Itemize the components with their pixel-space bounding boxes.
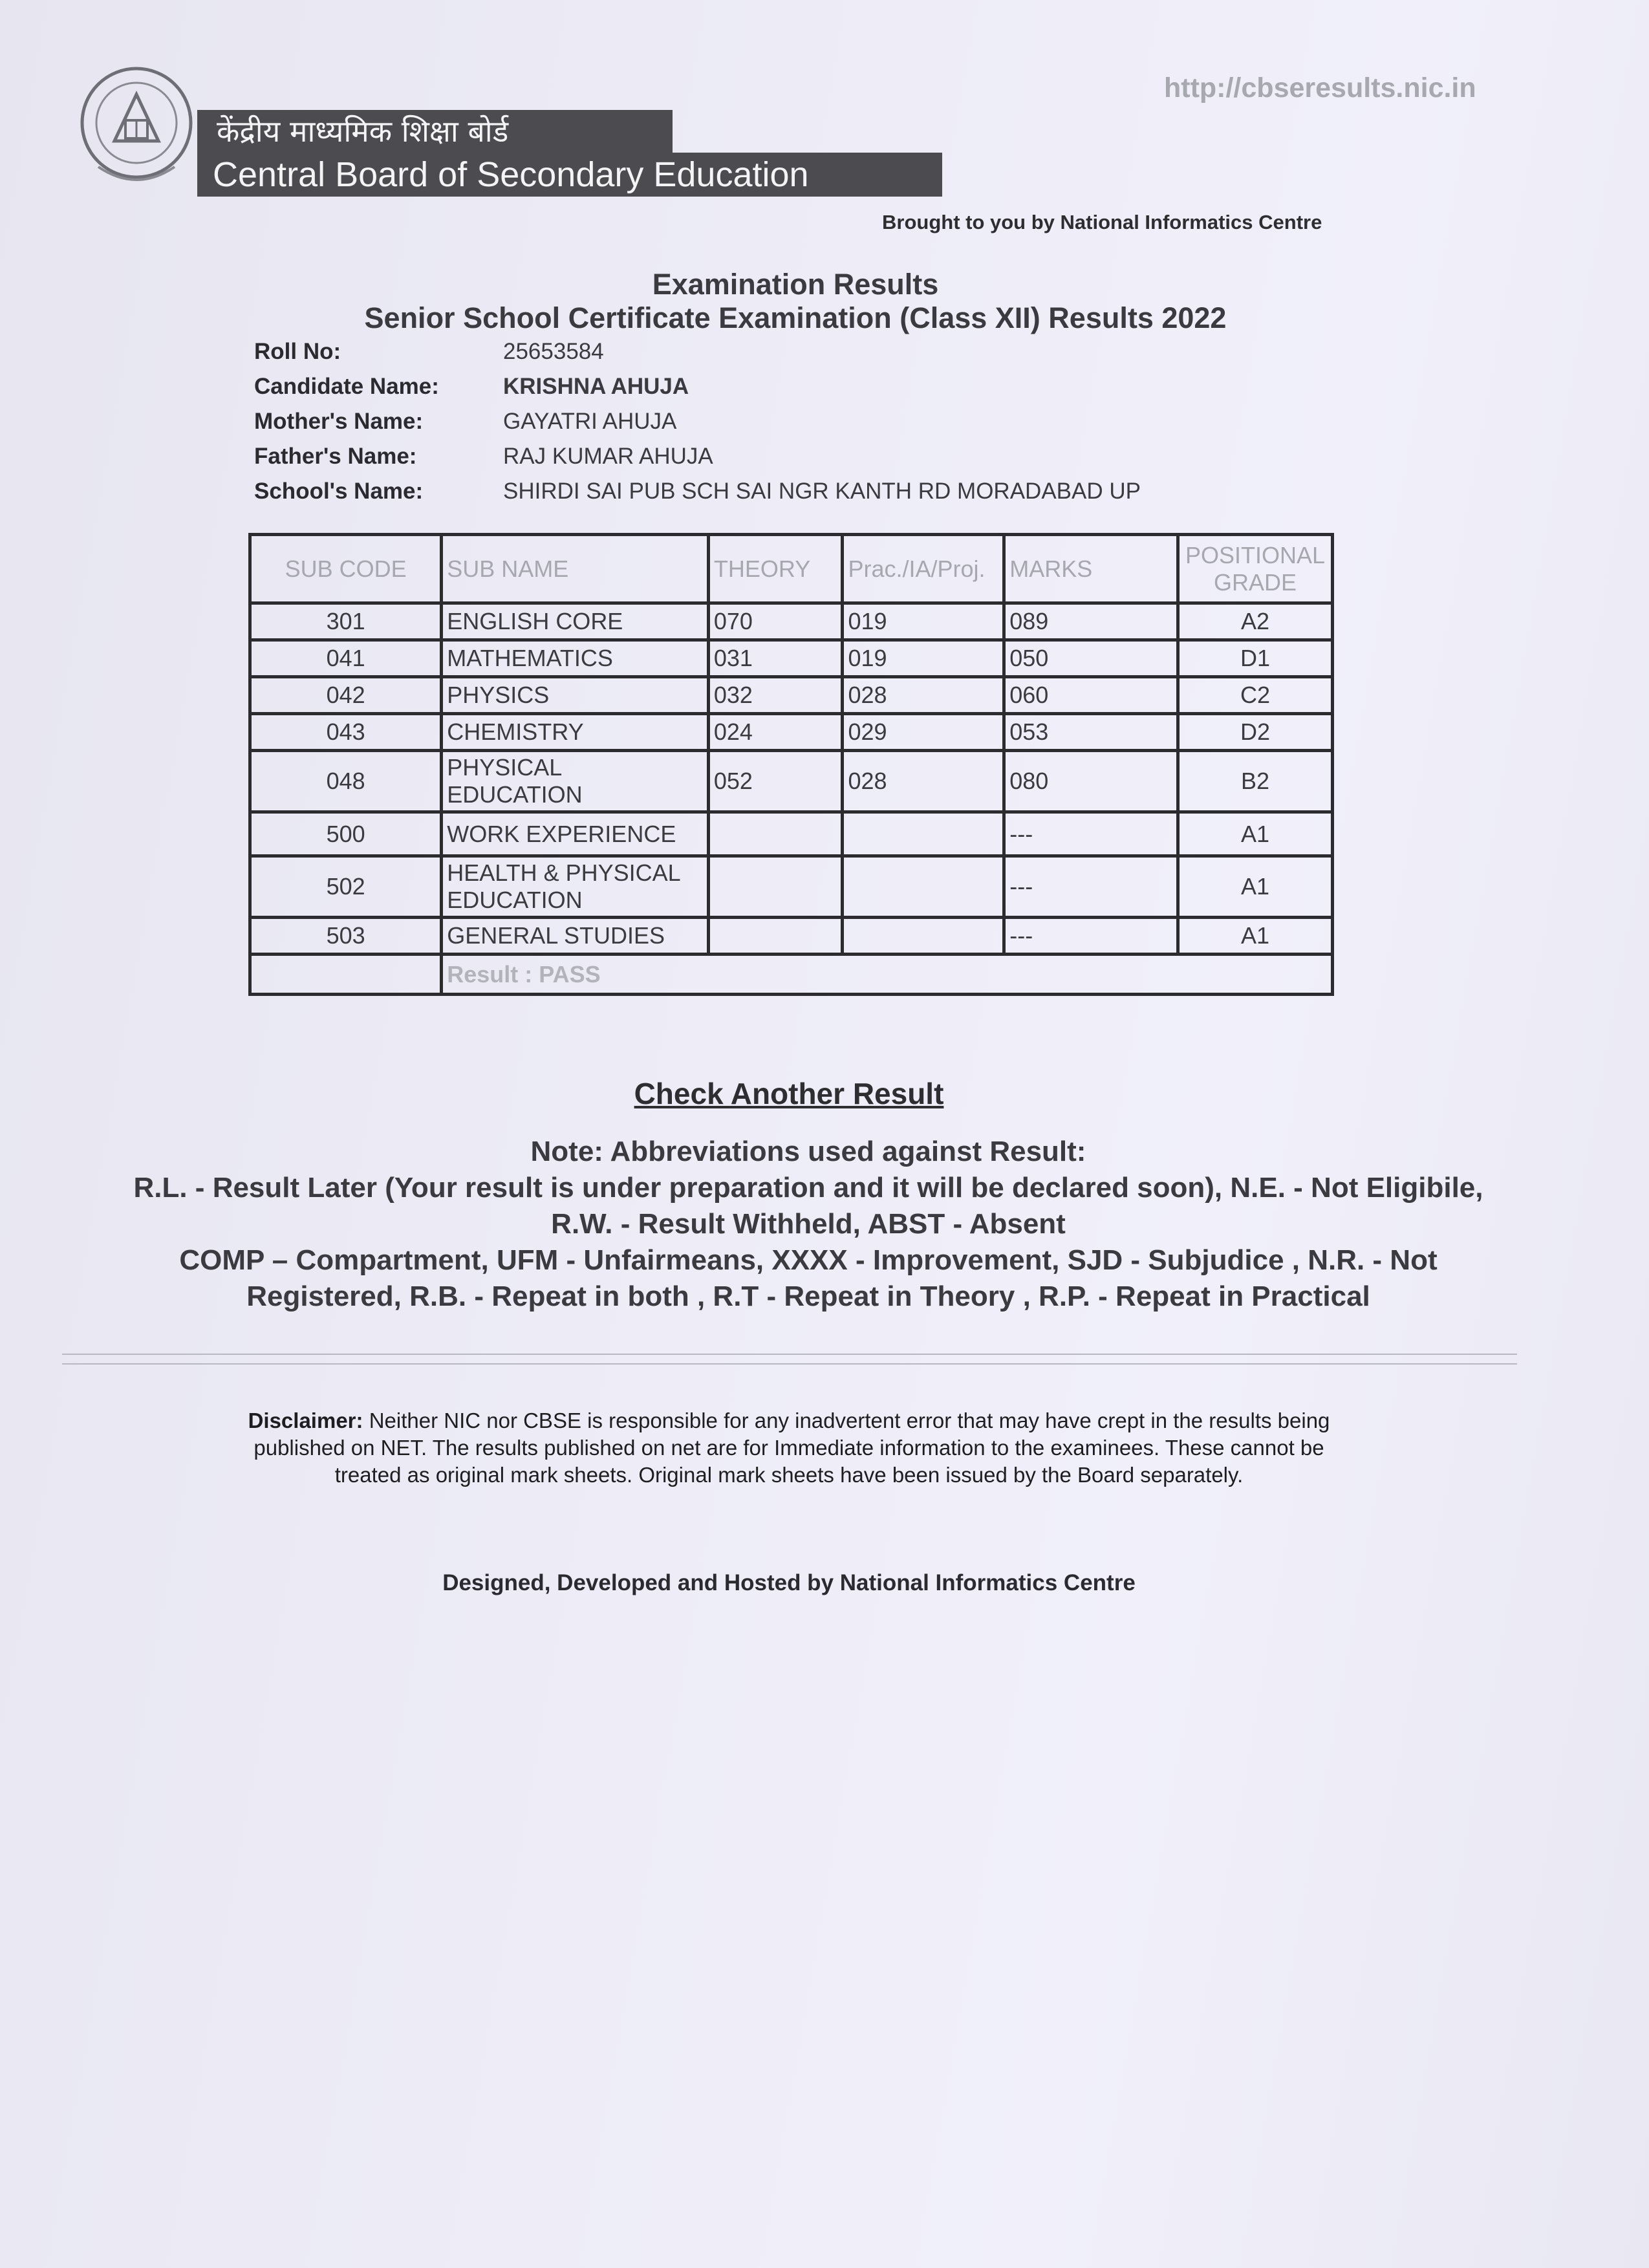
sub-code: 503 <box>250 918 442 955</box>
result-blank-cell <box>250 955 442 995</box>
header-theory: THEORY <box>708 535 843 603</box>
note-line: R.L. - Result Later (Your result is under preparation and it will be declared soon), N.E. - Not Eligibile, <box>133 1172 1483 1204</box>
total-marks: 080 <box>1004 751 1178 812</box>
grade: A1 <box>1178 918 1333 955</box>
table-row <box>250 856 1333 918</box>
marks-table <box>248 533 1334 996</box>
candidate-name-label: Candidate Name: <box>254 374 439 399</box>
theory-marks <box>708 812 843 856</box>
board-name-english: Central Board of Secondary Education <box>197 153 942 197</box>
header-positional-grade: POSITIONAL GRADE <box>1178 535 1333 603</box>
sub-name: CHEMISTRY <box>442 714 709 751</box>
total-marks: 089 <box>1004 603 1178 640</box>
note-line: Registered, R.B. - Repeat in both , R.T - Repeat in Theory , R.P. - Repeat in Practical <box>246 1280 1370 1312</box>
grade: A2 <box>1178 603 1333 640</box>
table-row <box>250 812 1333 856</box>
sub-code: 041 <box>250 640 442 677</box>
board-name-hindi: केंद्रीय माध्यमिक शिक्षा बोर्ड <box>197 110 673 153</box>
theory-marks: 024 <box>708 714 843 751</box>
school-name-label: School's Name: <box>254 479 424 504</box>
table-row <box>250 640 1333 677</box>
sub-name: WORK EXPERIENCE <box>442 812 709 856</box>
disclaimer-text: Neither NIC nor CBSE is responsible for any inadvertent error that may have crept in the results being published on NET. The results published on net are for Immediate information to the examinees. These cannot be treated as original mark sheets. Original mark sheets have been issued by the Board separately. <box>253 1409 1330 1487</box>
grade: A1 <box>1178 856 1333 918</box>
sub-name: MATHEMATICS <box>442 640 709 677</box>
note-line: R.W. - Result Withheld, ABST - Absent <box>551 1208 1066 1240</box>
footer-credit: Designed, Developed and Hosted by National Informatics Centre <box>442 1570 1136 1595</box>
school-name-value: SHIRDI SAI PUB SCH SAI NGR KANTH RD MORADABAD UP <box>503 479 1141 504</box>
check-another-result-link[interactable]: Check Another Result <box>634 1077 944 1110</box>
total-marks: --- <box>1004 918 1178 955</box>
exam-title: Senior School Certificate Examination (Class XII) Results 2022 <box>364 301 1227 334</box>
table-row <box>250 751 1333 812</box>
practical-marks: 019 <box>843 603 1004 640</box>
table-row <box>250 714 1333 751</box>
disclaimer <box>246 1407 1332 1489</box>
practical-marks: 029 <box>843 714 1004 751</box>
practical-marks: 028 <box>843 751 1004 812</box>
theory-marks <box>708 856 843 918</box>
grade: D2 <box>1178 714 1333 751</box>
sub-code: 301 <box>250 603 442 640</box>
sub-name: HEALTH & PHYSICAL EDUCATION <box>442 856 709 918</box>
total-marks: --- <box>1004 812 1178 856</box>
practical-marks <box>843 856 1004 918</box>
practical-marks: 028 <box>843 677 1004 714</box>
grade: A1 <box>1178 812 1333 856</box>
total-marks: 053 <box>1004 714 1178 751</box>
header-practical: Prac./IA/Proj. <box>843 535 1004 603</box>
sub-name: ENGLISH CORE <box>442 603 709 640</box>
sub-code: 502 <box>250 856 442 918</box>
table-row <box>250 603 1333 640</box>
theory-marks: 052 <box>708 751 843 812</box>
grade: B2 <box>1178 751 1333 812</box>
theory-marks: 070 <box>708 603 843 640</box>
total-marks: 050 <box>1004 640 1178 677</box>
header-sub-name: SUB NAME <box>442 535 709 603</box>
site-url[interactable]: http://cbseresults.nic.in <box>1164 72 1476 103</box>
sub-code: 042 <box>250 677 442 714</box>
brought-by-text: Brought to you by National Informatics Centre <box>882 211 1322 233</box>
disclaimer-label: Disclaimer: <box>248 1409 363 1432</box>
table-row <box>250 918 1333 955</box>
practical-marks <box>843 812 1004 856</box>
table-row <box>250 677 1333 714</box>
theory-marks: 031 <box>708 640 843 677</box>
theory-marks <box>708 918 843 955</box>
header-marks: MARKS <box>1004 535 1178 603</box>
header-sub-code: SUB CODE <box>250 535 442 603</box>
grade: C2 <box>1178 677 1333 714</box>
note-heading: Note: Abbreviations used against Result: <box>530 1136 1086 1167</box>
sub-name: GENERAL STUDIES <box>442 918 709 955</box>
total-marks: 060 <box>1004 677 1178 714</box>
sub-code: 500 <box>250 812 442 856</box>
father-name-value: RAJ KUMAR AHUJA <box>503 444 713 469</box>
mother-name-label: Mother's Name: <box>254 409 424 434</box>
result-row <box>250 955 1333 995</box>
roll-value: 25653584 <box>503 339 604 364</box>
sub-name: PHYSICAL EDUCATION <box>442 751 709 812</box>
practical-marks <box>843 918 1004 955</box>
page-title: Examination Results <box>652 268 939 301</box>
grade: D1 <box>1178 640 1333 677</box>
sub-code: 043 <box>250 714 442 751</box>
roll-label: Roll No: <box>254 339 341 364</box>
overall-result: Result : PASS <box>442 955 1333 995</box>
candidate-name-value: KRISHNA AHUJA <box>503 374 689 399</box>
divider <box>62 1363 1517 1365</box>
table-header-row <box>250 535 1333 603</box>
mother-name-value: GAYATRI AHUJA <box>503 409 677 434</box>
total-marks: --- <box>1004 856 1178 918</box>
sub-code: 048 <box>250 751 442 812</box>
sub-name: PHYSICS <box>442 677 709 714</box>
theory-marks: 032 <box>708 677 843 714</box>
note-line: COMP – Compartment, UFM - Unfairmeans, XXXX - Improvement, SJD - Subjudice , N.R. - Not <box>179 1244 1438 1276</box>
divider <box>62 1354 1517 1355</box>
cbse-emblem-logo <box>79 63 194 197</box>
father-name-label: Father's Name: <box>254 444 417 469</box>
practical-marks: 019 <box>843 640 1004 677</box>
